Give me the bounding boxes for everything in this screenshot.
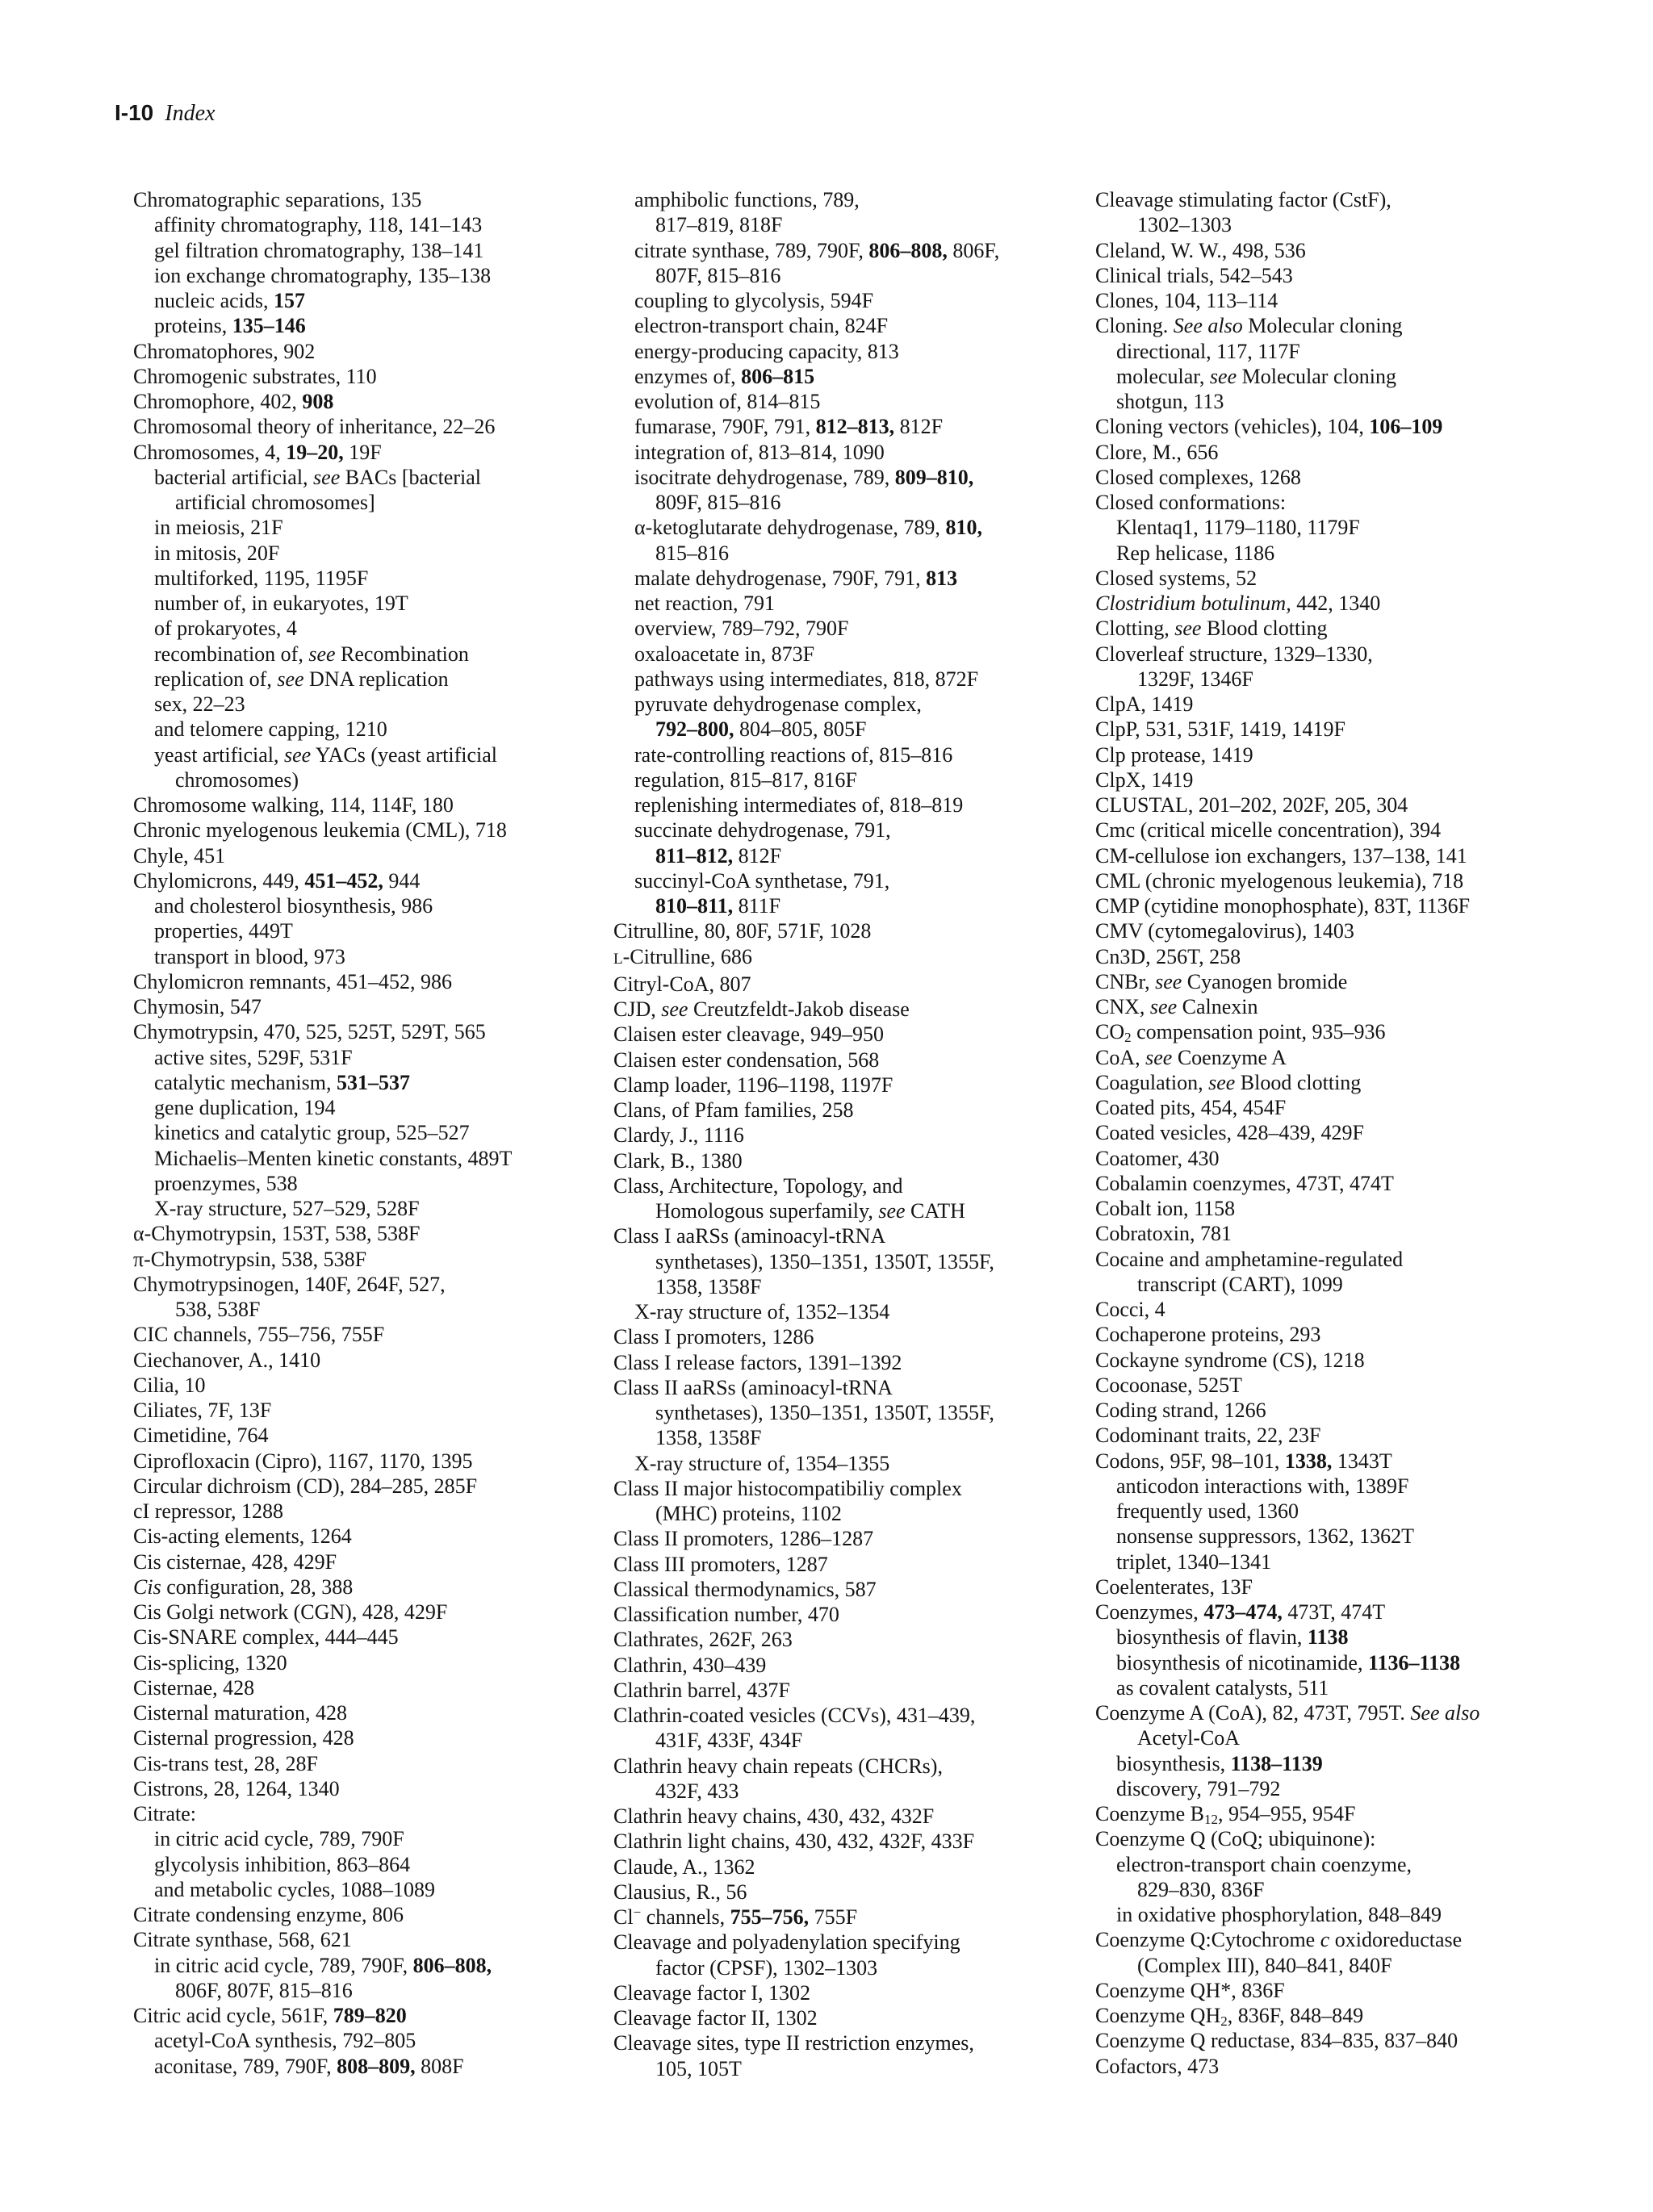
index-subentry: synthetases), 1350–1351, 1350T, 1355F,	[655, 1401, 994, 1424]
index-entry: CNBr, see Cyanogen bromide	[1095, 969, 1348, 993]
index-entry: CoA, see Coenzyme A	[1095, 1045, 1287, 1069]
index-entry: Coated pits, 454, 454F	[1095, 1096, 1287, 1119]
index-entry: Coenzyme Q (CoQ; ubiquinone):	[1095, 1827, 1376, 1851]
index-subentry: discovery, 791–792	[1116, 1776, 1281, 1800]
index-entry: Ciliates, 7F, 13F	[133, 1399, 272, 1422]
index-subentry: artificial chromosomes]	[175, 491, 375, 514]
index-subentry: net reaction, 791	[634, 592, 775, 615]
index-entry: CMP (cytidine monophosphate), 83T, 1136F	[1095, 894, 1471, 918]
index-subentry: active sites, 529F, 531F	[154, 1045, 353, 1069]
index-entry: Closed systems, 52	[1095, 566, 1258, 590]
index-subentry: succinyl-CoA synthetase, 791,	[634, 868, 890, 893]
index-entry: Citrate condensing enzyme, 806	[133, 1903, 404, 1926]
index-entry: Clore, M., 656	[1095, 440, 1219, 464]
index-subentry: 431F, 433F, 434F	[655, 1729, 803, 1753]
index-entry: Chyle, 451	[133, 843, 226, 868]
index-subentry: biosynthesis of flavin, 1138	[1116, 1625, 1349, 1650]
index-subentry: 811–812, 812F	[655, 843, 782, 868]
index-column-3	[1095, 187, 1547, 2079]
index-entry: Clardy, J., 1116	[613, 1123, 744, 1148]
index-subentry: affinity chromatography, 118, 141–143	[154, 213, 483, 237]
index-subentry: triplet, 1340–1341	[1116, 1549, 1272, 1574]
index-subentry: 810–811, 811F	[655, 894, 781, 918]
index-subentry: molecular, see Molecular cloning	[1116, 364, 1396, 388]
index-subentry: acetyl-CoA synthesis, 792–805	[154, 2029, 416, 2053]
index-entry: Clathrin barrel, 437F	[613, 1678, 790, 1702]
index-entry: Chymotrypsin, 470, 525, 525T, 529T, 565	[133, 1020, 486, 1044]
index-subentry: α-ketoglutarate dehydrogenase, 789, 810,	[634, 516, 982, 540]
index-entry: Cis-trans test, 28, 28F	[133, 1751, 318, 1775]
index-entry: Chromosomal theory of inheritance, 22–26	[133, 415, 496, 439]
index-entry: Cilia, 10	[133, 1373, 206, 1397]
index-entry: Cloverleaf structure, 1329–1330,	[1095, 642, 1373, 666]
index-subentry: in oxidative phosphorylation, 848–849	[1116, 1903, 1442, 1926]
index-entry: Circular dichroism (CD), 284–285, 285F	[133, 1474, 478, 1498]
index-entry: Clp protease, 1419	[1095, 742, 1253, 767]
index-entry: Claude, A., 1362	[613, 1854, 755, 1879]
index-entry: Coenzyme $B_{12}$, 954–955, 954F	[1095, 1802, 1356, 1827]
index-subentry: regulation, 815–817, 816F	[634, 767, 857, 792]
index-subentry: transcript (CART), 1099	[1137, 1272, 1343, 1296]
index-subentry: oxaloacetate in, 873F	[634, 642, 815, 666]
index-subentry: factor (CPSF), 1302–1303	[655, 1955, 878, 1980]
index-subentry: transport in blood, 973	[154, 944, 345, 968]
index-subentry: 829–830, 836F	[1137, 1877, 1265, 1901]
index-entry: Cofactors, 473	[1095, 2054, 1220, 2078]
index-entry: Citrate:	[133, 1802, 196, 1825]
page-number: I-10	[115, 100, 154, 125]
index-entry: Clathrin light chains, 430, 432, 432F, 433F	[613, 1829, 975, 1854]
index-subentry: biosynthesis of nicotinamide, 1136–1138	[1116, 1650, 1461, 1675]
index-subentry: 807F, 815–816	[655, 263, 781, 287]
index-subentry: kinetics and catalytic group, 525–527	[154, 1121, 470, 1145]
index-entry: Chromosome walking, 114, 114F, 180	[133, 793, 454, 817]
index-subentry: replication of, see DNA replication	[154, 667, 449, 691]
index-subentry: recombination of, see Recombination	[154, 642, 469, 666]
index-subentry: 792–800, 804–805, 805F	[655, 717, 867, 742]
index-subentry: 809F, 815–816	[655, 491, 781, 514]
index-subentry: X-ray structure of, 1352–1354	[634, 1300, 890, 1323]
index-entry: Classification number, 470	[613, 1603, 839, 1626]
index-entry: Class III promoters, 1287	[613, 1552, 828, 1576]
index-subentry: multiforked, 1195, 1195F	[154, 566, 369, 590]
index-subentry: energy-producing capacity, 813	[634, 339, 899, 363]
index-entry: Coatomer, 430	[1095, 1146, 1220, 1170]
index-subentry: 1358, 1358F	[655, 1274, 762, 1298]
index-entry: Chylomicrons, 449, 451–452, 944	[133, 868, 421, 893]
index-entry: CJD, see Creutzfeldt-Jakob disease	[613, 997, 910, 1021]
index-entry: Ciprofloxacin (Cipro), 1167, 1170, 1395	[133, 1449, 473, 1473]
index-subentry: 806F, 807F, 815–816	[175, 1978, 353, 2002]
index-entry: ClpA, 1419	[1095, 692, 1194, 716]
index-entry: ClpP, 531, 531F, 1419, 1419F	[1095, 717, 1345, 742]
index-entry: Coenzyme Q:Cytochrome c oxidoreductase	[1095, 1928, 1463, 1952]
index-subentry: in citric acid cycle, 789, 790F	[154, 1827, 404, 1851]
index-entry: Cisternae, 428	[133, 1675, 255, 1700]
index-entry: Cleland, W. W., 498, 536	[1095, 238, 1306, 262]
index-entry: Closed conformations:	[1095, 491, 1287, 514]
index-entry: Coenzymes, 473–474, 473T, 474T	[1095, 1600, 1386, 1624]
index-subentry: 815–816	[655, 541, 729, 565]
index-subentry: in mitosis, 20F	[154, 541, 280, 565]
index-entry: Clamp loader, 1196–1198, 1197F	[613, 1073, 893, 1097]
index-entry: CLUSTAL, 201–202, 202F, 205, 304	[1095, 793, 1408, 817]
index-subentry: (Complex III), 840–841, 840F	[1137, 1953, 1392, 1977]
index-entry: Cobratoxin, 781	[1095, 1222, 1232, 1246]
index-subentry: pyruvate dehydrogenase complex,	[634, 692, 922, 716]
index-entry: Chymosin, 547	[133, 995, 262, 1018]
index-entry: Class II aaRSs (aminoacyl-tRNA	[613, 1375, 893, 1399]
index-entry: Cobalamin coenzymes, 473T, 474T	[1095, 1171, 1394, 1195]
index-entry: Cis cisternae, 428, 429F	[133, 1549, 337, 1574]
index-entry: Cleavage stimulating factor (CstF),	[1095, 188, 1391, 211]
index-subentry: coupling to glycolysis, 594F	[634, 289, 874, 312]
index-entry: Coated vesicles, 428–439, 429F	[1095, 1121, 1364, 1145]
index-subentry: malate dehydrogenase, 790F, 791, 813	[634, 566, 958, 590]
index-entry: Claisen ester cleavage, 949–950	[613, 1022, 884, 1047]
index-subentry: shotgun, 113	[1116, 390, 1224, 413]
index-entry: Cockayne syndrome (CS), 1218	[1095, 1348, 1365, 1372]
index-subentry: ion exchange chromatography, 135–138	[154, 263, 492, 287]
index-entry: Clones, 104, 113–114	[1095, 289, 1278, 312]
index-subentry: enzymes of, 806–815	[634, 364, 815, 388]
index-entry: Class, Architecture, Topology, and	[613, 1173, 903, 1198]
index-entry: Clathrates, 262F, 263	[613, 1628, 793, 1652]
index-subentry: aconitase, 789, 790F, 808–809, 808F	[154, 2054, 464, 2078]
index-entry: Codons, 95F, 98–101, 1338, 1343T	[1095, 1449, 1392, 1473]
index-entry: Clathrin, 430–439	[613, 1653, 767, 1677]
index-entry: Ciechanover, A., 1410	[133, 1348, 321, 1372]
index-entry: Claisen ester condensation, 568	[613, 1047, 880, 1072]
index-subentry: frequently used, 1360	[1116, 1499, 1299, 1523]
index-entry: Cis-acting elements, 1264	[133, 1524, 352, 1549]
index-entry: Cl− channels, 755–756, 755F	[613, 1905, 858, 1929]
index-subentry: integration of, 813–814, 1090	[634, 440, 885, 464]
index-entry: Clotting, see Blood clotting	[1095, 617, 1328, 641]
index-subentry: number of, in eukaryotes, 19T	[154, 592, 408, 615]
index-subentry: catalytic mechanism, 531–537	[154, 1070, 410, 1094]
index-subentry: fumarase, 790F, 791, 812–813, 812F	[634, 415, 944, 439]
index-entry: Coelenterates, 13F	[1095, 1574, 1253, 1599]
index-subentry: evolution of, 814–815	[634, 390, 821, 413]
index-entry: Cisternal maturation, 428	[133, 1701, 348, 1725]
index-subentry: properties, 449T	[154, 919, 293, 943]
index-subentry: X-ray structure of, 1354–1355	[634, 1451, 890, 1475]
index-entry: Cleavage sites, type II restriction enzymes,	[613, 2031, 974, 2055]
index-subentry: Michaelis–Menten kinetic constants, 489T	[154, 1146, 513, 1170]
running-header	[115, 100, 215, 132]
index-entry: ClpX, 1419	[1095, 767, 1194, 792]
index-entry: Clans, of Pfam families, 258	[613, 1098, 854, 1122]
index-subentry: proenzymes, 538	[154, 1171, 298, 1195]
index-subentry: succinate dehydrogenase, 791,	[634, 818, 891, 843]
index-entry: Chromosomes, 4, 19–20, 19F	[133, 440, 382, 464]
index-entry: α-Chymotrypsin, 153T, 538, 538F	[133, 1222, 421, 1246]
index-entry: Cmc (critical micelle concentration), 394	[1095, 818, 1442, 843]
index-entry: Classical thermodynamics, 587	[613, 1577, 877, 1601]
index-entry: Coding strand, 1266	[1095, 1399, 1266, 1422]
index-subentry: 1358, 1358F	[655, 1426, 762, 1450]
index-entry: Cimetidine, 764	[133, 1424, 269, 1448]
index-entry: Cloning vectors (vehicles), 104, 106–109	[1095, 415, 1443, 439]
index-subentry: pathways using intermediates, 818, 872F	[634, 667, 979, 691]
index-entry: Cleavage factor I, 1302	[613, 1980, 811, 2005]
index-entry: Codominant traits, 22, 23F	[1095, 1424, 1321, 1448]
index-entry: Chylomicron remnants, 451–452, 986	[133, 969, 453, 993]
index-entry: Cochaperone proteins, 293	[1095, 1323, 1321, 1347]
index-entry: CIC channels, 755–756, 755F	[133, 1323, 385, 1347]
section-title: Index	[165, 101, 216, 126]
index-entry: Coagulation, see Blood clotting	[1095, 1070, 1362, 1094]
index-entry: Chronic myelogenous leukemia (CML), 718	[133, 818, 507, 843]
index-subentry: 538, 538F	[175, 1298, 261, 1321]
index-entry: Clathrin heavy chains, 430, 432, 432F	[613, 1804, 935, 1828]
index-subentry: X-ray structure, 527–529, 528F	[154, 1197, 420, 1220]
index-entry: Class I aaRSs (aminoacyl-tRNA	[613, 1224, 886, 1248]
index-entry: Class I promoters, 1286	[613, 1325, 814, 1349]
index-subentry: anticodon interactions with, 1389F	[1116, 1474, 1409, 1498]
index-subentry: nucleic acids, 157	[154, 289, 305, 312]
index-entry: Cocaine and amphetamine-regulated	[1095, 1247, 1404, 1271]
index-subentry: Klentaq1, 1179–1180, 1179F	[1116, 516, 1360, 540]
index-entry: Citrulline, 80, 80F, 571F, 1028	[613, 919, 872, 943]
index-entry: Chromogenic substrates, 110	[133, 364, 377, 388]
index-entry: Cis configuration, 28, 388	[133, 1574, 354, 1599]
index-subentry: citrate synthase, 789, 790F, 806–808, 806F,	[634, 238, 1000, 262]
index-subentry: 105, 105T	[655, 2056, 742, 2080]
index-entry: Class II promoters, 1286–1287	[613, 1527, 874, 1551]
index-entry: Clostridium botulinum, 442, 1340	[1095, 592, 1381, 615]
index-entry: CNX, see Calnexin	[1095, 995, 1258, 1018]
index-subentry: as covalent catalysts, 511	[1116, 1675, 1329, 1700]
index-subentry: proteins, 135–146	[154, 314, 306, 338]
index-subentry: directional, 117, 117F	[1116, 339, 1300, 363]
index-subentry: replenishing intermediates of, 818–819	[634, 793, 964, 817]
index-subentry: Rep helicase, 1186	[1116, 541, 1275, 565]
index-entry: Cocoonase, 525T	[1095, 1373, 1242, 1397]
index-subentry: 817–819, 818F	[655, 213, 783, 237]
index-entry: Cis-splicing, 1320	[133, 1650, 287, 1675]
index-entry: Cobalt ion, 1158	[1095, 1197, 1236, 1220]
index-subentry: Acetyl-CoA	[1137, 1726, 1241, 1750]
index-subentry: in citric acid cycle, 789, 790F, 806–808,	[154, 1953, 492, 1977]
index-subentry: 1302–1303	[1137, 213, 1232, 237]
index-column-1	[133, 187, 585, 2079]
index-entry: Citrate synthase, 568, 621	[133, 1928, 352, 1952]
index-subentry: and cholesterol biosynthesis, 986	[154, 894, 433, 918]
index-entry: Clinical trials, 542–543	[1095, 263, 1293, 287]
index-entry: Cleavage factor II, 1302	[613, 2006, 818, 2030]
index-entry: Coenzyme $QH_2$, 836F, 848–849	[1095, 2004, 1364, 2029]
index-subentry: overview, 789–792, 790F	[634, 617, 849, 641]
index-entry: CM-cellulose ion exchangers, 137–138, 141	[1095, 843, 1467, 868]
index-entry: Coenzyme QH*, 836F	[1095, 1978, 1285, 2002]
index-entry: Chromatophores, 902	[133, 339, 316, 363]
index-subentry: glycolysis inhibition, 863–864	[154, 1852, 411, 1876]
index-entry: Clausius, R., 56	[613, 1880, 747, 1904]
index-subentry: amphibolic functions, 789,	[634, 188, 860, 211]
index-entry: Cleavage and polyadenylation specifying	[613, 1930, 960, 1955]
index-subentry: of prokaryotes, 4	[154, 617, 297, 641]
index-subentry: yeast artificial, see YACs (yeast artificial	[154, 742, 497, 767]
index-subentry: (MHC) proteins, 1102	[655, 1502, 842, 1525]
index-subentry: sex, 22–23	[154, 692, 245, 716]
index-subentry: Homologous superfamily, see CATH	[655, 1199, 965, 1223]
index-entry: Coenzyme Q reductase, 834–835, 837–840	[1095, 2029, 1458, 2053]
index-entry: Clathrin heavy chain repeats (CHCRs),	[613, 1754, 943, 1778]
index-subentry: and telomere capping, 1210	[154, 717, 387, 742]
index-subentry: gene duplication, 194	[154, 1096, 336, 1119]
index-entry: Clathrin-coated vesicles (CCVs), 431–439,	[613, 1704, 976, 1727]
index-subentry: gel filtration chromatography, 138–141	[154, 238, 484, 262]
index-subentry: electron-transport chain coenzyme,	[1116, 1852, 1412, 1876]
index-entry: Closed complexes, 1268	[1095, 465, 1301, 489]
index-entry: $CO_2$ compensation point, 935–936	[1095, 1020, 1386, 1046]
index-entry: CMV (cytomegalovirus), 1403	[1095, 919, 1354, 943]
index-entry: CML (chronic myelogenous leukemia), 718	[1095, 868, 1464, 893]
index-entry: π-Chymotrypsin, 538, 538F	[133, 1247, 367, 1271]
index-entry: Chromatographic separations, 135	[133, 188, 422, 211]
index-entry: Clark, B., 1380	[613, 1148, 743, 1173]
index-subentry: 432F, 433	[655, 1779, 739, 1803]
index-entry: Cis Golgi network (CGN), 428, 429F	[133, 1600, 448, 1624]
index-entry: Citryl-CoA, 807	[613, 972, 751, 996]
index-column-2	[613, 187, 1065, 2081]
index-subentry: and metabolic cycles, 1088–1089	[154, 1877, 436, 1901]
index-entry: Chymotrypsinogen, 140F, 264F, 527,	[133, 1272, 446, 1296]
index-subentry: electron-transport chain, 824F	[634, 314, 889, 338]
index-subentry: chromosomes)	[175, 767, 299, 792]
index-entry: Chromophore, 402, 908	[133, 390, 334, 413]
index-entry: Class II major histocompatibiliy complex	[613, 1476, 962, 1500]
index-subentry: in meiosis, 21F	[154, 516, 283, 540]
index-entry: Cis-SNARE complex, 444–445	[133, 1625, 399, 1650]
index-subentry: synthetases), 1350–1351, 1350T, 1355F,	[655, 1249, 994, 1273]
index-entry: Class I release factors, 1391–1392	[613, 1350, 902, 1374]
index-subentry: rate-controlling reactions of, 815–816	[634, 742, 953, 767]
index-subentry: isocitrate dehydrogenase, 789, 809–810,	[634, 465, 974, 489]
index-entry: L-Citrulline, 686	[613, 944, 752, 968]
index-entry: Cistrons, 28, 1264, 1340	[133, 1776, 340, 1800]
index-subentry: bacterial artificial, see BACs [bacterial	[154, 465, 481, 489]
index-entry: Cocci, 4	[1095, 1298, 1165, 1321]
index-entry: Cloning. See also Molecular cloning	[1095, 314, 1403, 338]
index-entry: Cisternal progression, 428	[133, 1726, 354, 1750]
index-subentry: 1329F, 1346F	[1137, 667, 1253, 691]
index-subentry: biosynthesis, 1138–1139	[1116, 1751, 1323, 1775]
index-entry: Citric acid cycle, 561F, 789–820	[133, 2004, 407, 2027]
index-entry: cI repressor, 1288	[133, 1499, 283, 1523]
index-entry: Coenzyme A (CoA), 82, 473T, 795T. See also	[1095, 1701, 1480, 1725]
index-subentry: nonsense suppressors, 1362, 1362T	[1116, 1524, 1415, 1549]
index-entry: Cn3D, 256T, 258	[1095, 944, 1241, 968]
